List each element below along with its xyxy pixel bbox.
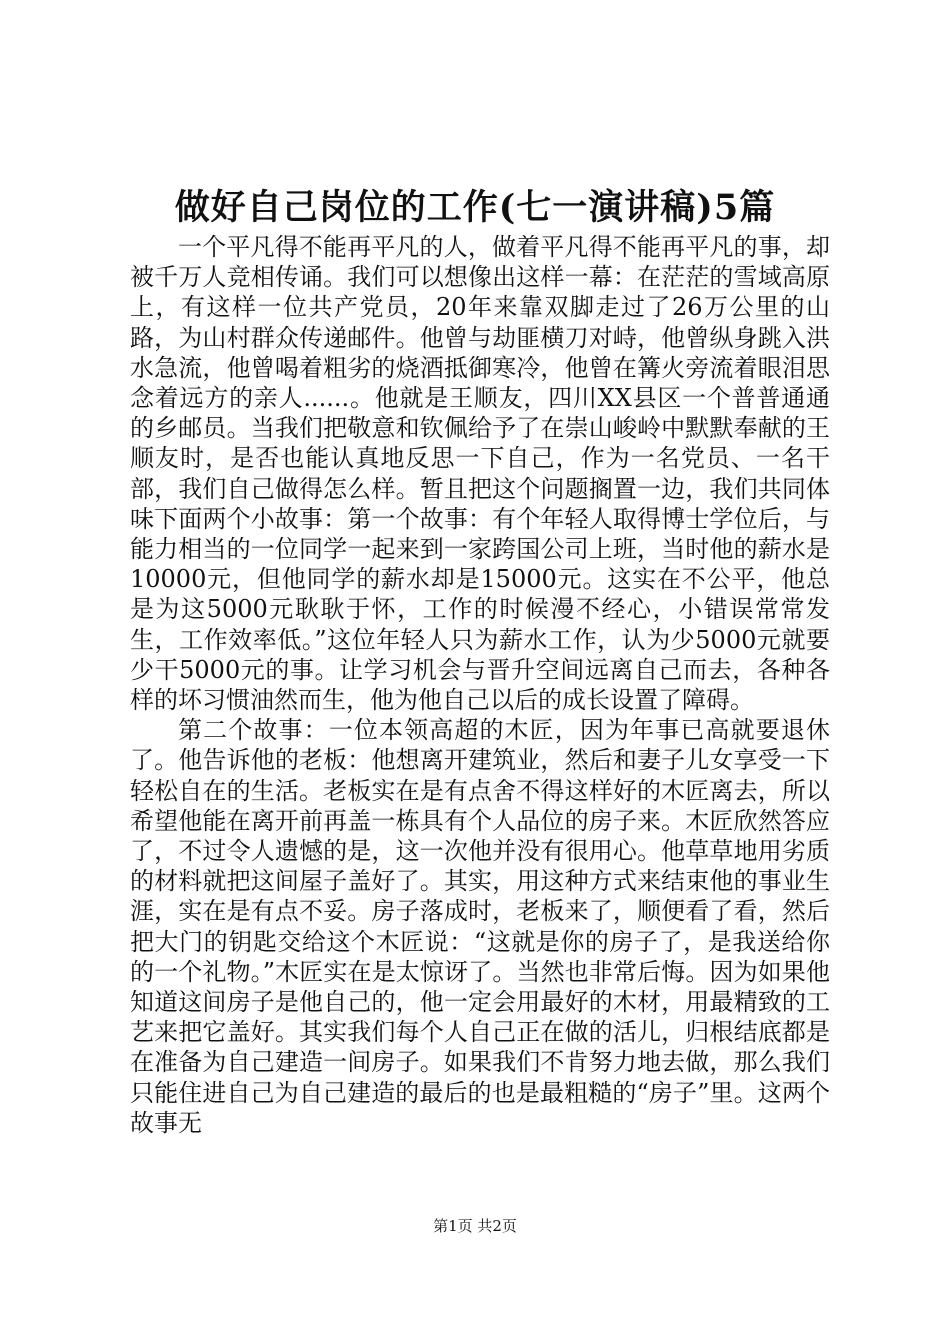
paragraph-1: 一个平凡得不能再平凡的人，做着平凡得不能再平凡的事，却被千万人竞相传诵。我们可以想像出这样一幕：在茫茫的雪域高原上，有这样一位共产党员，20年来靠双脚走过了26万公里的山路，为山村群众传递邮件。他曾与劫匪横刀对峙，他曾纵身跳入洪水急流，他曾喝着粗劣的烧酒抵御寒冷，他曾在篝火旁流着眼泪思念着远方的亲人......。他就是王顺友，四川XX县区一个普普通通的乡邮员。当我们把敬意和钦佩给予了在崇山峻岭中默默奉献的王顺友时，是否也能认真地反思一下自己，作为一名党员、一名干部，我们自己做得怎么样。暂且把这个问题搁置一边，我们共同体味下面两个小故事：第一个故事：有个年轻人取得博士学位后，与能力相当的一位同学一起来到一家跨国公司上班，当时他的薪水是10000元，但他同学的薪水却是15000元。这实在不公平，他总是为这5000元耿耿于怀，工作的时候漫不经心，小错误常常发生，工作效率低。”这位年轻人只为薪水工作，认为少5000元就要少干5000元的事。让学习机会与晋升空间远离自己而去，各种各样的坏习惯油然而生，他为他自己以后的成长设置了障碍。	[130, 233, 830, 715]
paragraph-2: 第二个故事：一位本领高超的木匠，因为年事已高就要退休了。他告诉他的老板：他想离开建筑业，然后和妻子儿女享受一下轻松自在的生活。老板实在是有点舍不得这样好的木匠离去，所以希望他能在离开前再盖一栋具有个人品位的房子来。木匠欣然答应了，不过令人遗憾的是，这一次他并没有很用心。他草草地用劣质的材料就把这间屋子盖好了。其实，用这种方式来结束他的事业生涯，实在是有点不妥。房子落成时，老板来了，顺便看了看，然后把大门的钥匙交给这个木匠说：“这就是你的房子了，是我送给你的一个礼物。”木匠实在是太惊讶了。当然也非常后悔。因为如果他知道这间房子是他自己的，他一定会用最好的木材，用最精致的工艺来把它盖好。其实我们每个人自己正在做的活儿，归根结底都是在准备为自己建造一间房子。如果我们不肯努力地去做，那么我们只能住进自己为自己建造的最后的也是最粗糙的“房子”里。这两个故事无	[130, 716, 830, 1137]
page-footer: 第1页 共2页	[433, 1217, 517, 1235]
document-title: 做好自己岗位的工作(七一演讲稿)5篇	[174, 187, 776, 228]
document-body	[130, 232, 830, 1138]
